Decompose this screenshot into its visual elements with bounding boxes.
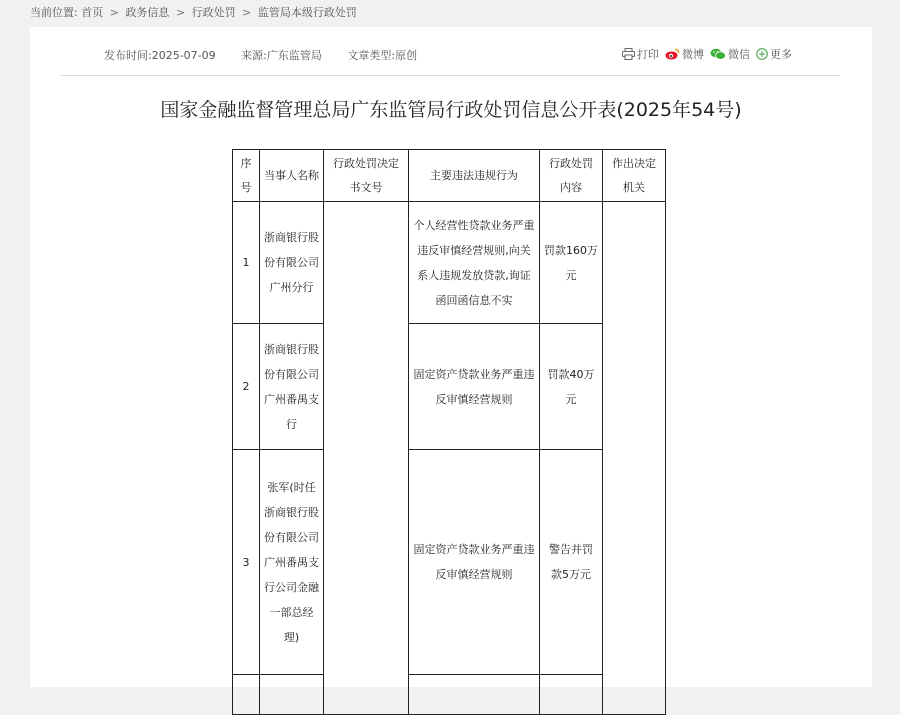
row-violation: 固定资产贷款业务严重违反审慎经营规则 xyxy=(409,450,540,675)
weibo-label: 微博 xyxy=(682,48,704,61)
breadcrumb-gov-info[interactable]: 政务信息 xyxy=(125,6,170,19)
row-no: 2 xyxy=(233,324,260,450)
header-cell-authority: 作出决定机关 xyxy=(603,150,666,202)
wechat-icon xyxy=(710,48,726,60)
row-party xyxy=(260,675,324,715)
header-cell-no: 序号 xyxy=(233,150,260,202)
table-row-partial xyxy=(233,675,666,715)
more-button[interactable] xyxy=(756,46,792,62)
row-authority xyxy=(603,202,666,715)
breadcrumb-home[interactable]: 首页 xyxy=(81,6,104,19)
breadcrumb-separator: > xyxy=(109,6,119,19)
page-title: 国家金融监督管理总局广东监管局行政处罚信息公开表(2025年54号) xyxy=(160,99,742,121)
header-cell-penalty: 行政处罚内容 xyxy=(540,150,603,202)
wechat-label: 微信 xyxy=(728,48,750,61)
print-label: 打印 xyxy=(637,48,659,61)
row-no: 3 xyxy=(233,450,260,675)
article-meta xyxy=(104,47,439,63)
header-cell-doc-no: 行政处罚决定书文号 xyxy=(324,150,409,202)
breadcrumb-local-penalty[interactable]: 监管局本级行政处罚 xyxy=(257,6,357,19)
breadcrumb xyxy=(30,4,357,22)
more-label: 更多 xyxy=(770,48,792,61)
row-party: 浙商银行股份有限公司广州分行 xyxy=(260,202,324,324)
print-icon xyxy=(622,48,635,60)
wechat-button[interactable] xyxy=(710,46,750,62)
table-header-row xyxy=(233,150,666,202)
breadcrumb-admin-penalty[interactable]: 行政处罚 xyxy=(191,6,236,19)
share-bar xyxy=(622,46,798,62)
row-penalty: 罚款160万元 xyxy=(540,202,603,324)
breadcrumb-separator: > xyxy=(175,6,186,19)
weibo-icon xyxy=(665,48,680,60)
meta-divider xyxy=(60,75,840,76)
row-penalty: 罚款40万元 xyxy=(540,324,603,450)
plus-circle-icon xyxy=(756,48,768,60)
header-cell-party: 当事人名称 xyxy=(260,150,324,202)
row-penalty: 警告并罚款5万元 xyxy=(540,450,603,675)
row-no: 1 xyxy=(233,202,260,324)
penalty-table xyxy=(232,149,666,715)
publish-time: 发布时间:2025-07-09 xyxy=(104,49,216,62)
breadcrumb-separator: > xyxy=(242,6,252,19)
table-row xyxy=(233,324,666,450)
article-source: 来源:广东监管局 xyxy=(241,49,322,62)
table-row xyxy=(233,202,666,324)
row-doc-no xyxy=(324,202,409,715)
row-no xyxy=(233,675,260,715)
weibo-button[interactable] xyxy=(665,46,704,62)
article-type: 文章类型:原创 xyxy=(347,49,418,62)
row-violation: 个人经营性贷款业务严重违反审慎经营规则,向关系人违规发放贷款,询证函回函信息不实 xyxy=(409,202,540,324)
row-violation xyxy=(409,675,540,715)
row-party: 浙商银行股份有限公司广州番禺支行 xyxy=(260,324,324,450)
row-violation: 固定资产贷款业务严重违反审慎经营规则 xyxy=(409,324,540,450)
row-penalty xyxy=(540,675,603,715)
table-row xyxy=(233,450,666,675)
row-party: 张军(时任浙商银行股份有限公司广州番禺支行公司金融一部总经理) xyxy=(260,450,324,675)
print-button[interactable] xyxy=(622,46,659,62)
article-card xyxy=(30,27,872,687)
header-cell-violation: 主要违法违规行为 xyxy=(409,150,540,202)
breadcrumb-prefix: 当前位置: xyxy=(30,6,78,19)
